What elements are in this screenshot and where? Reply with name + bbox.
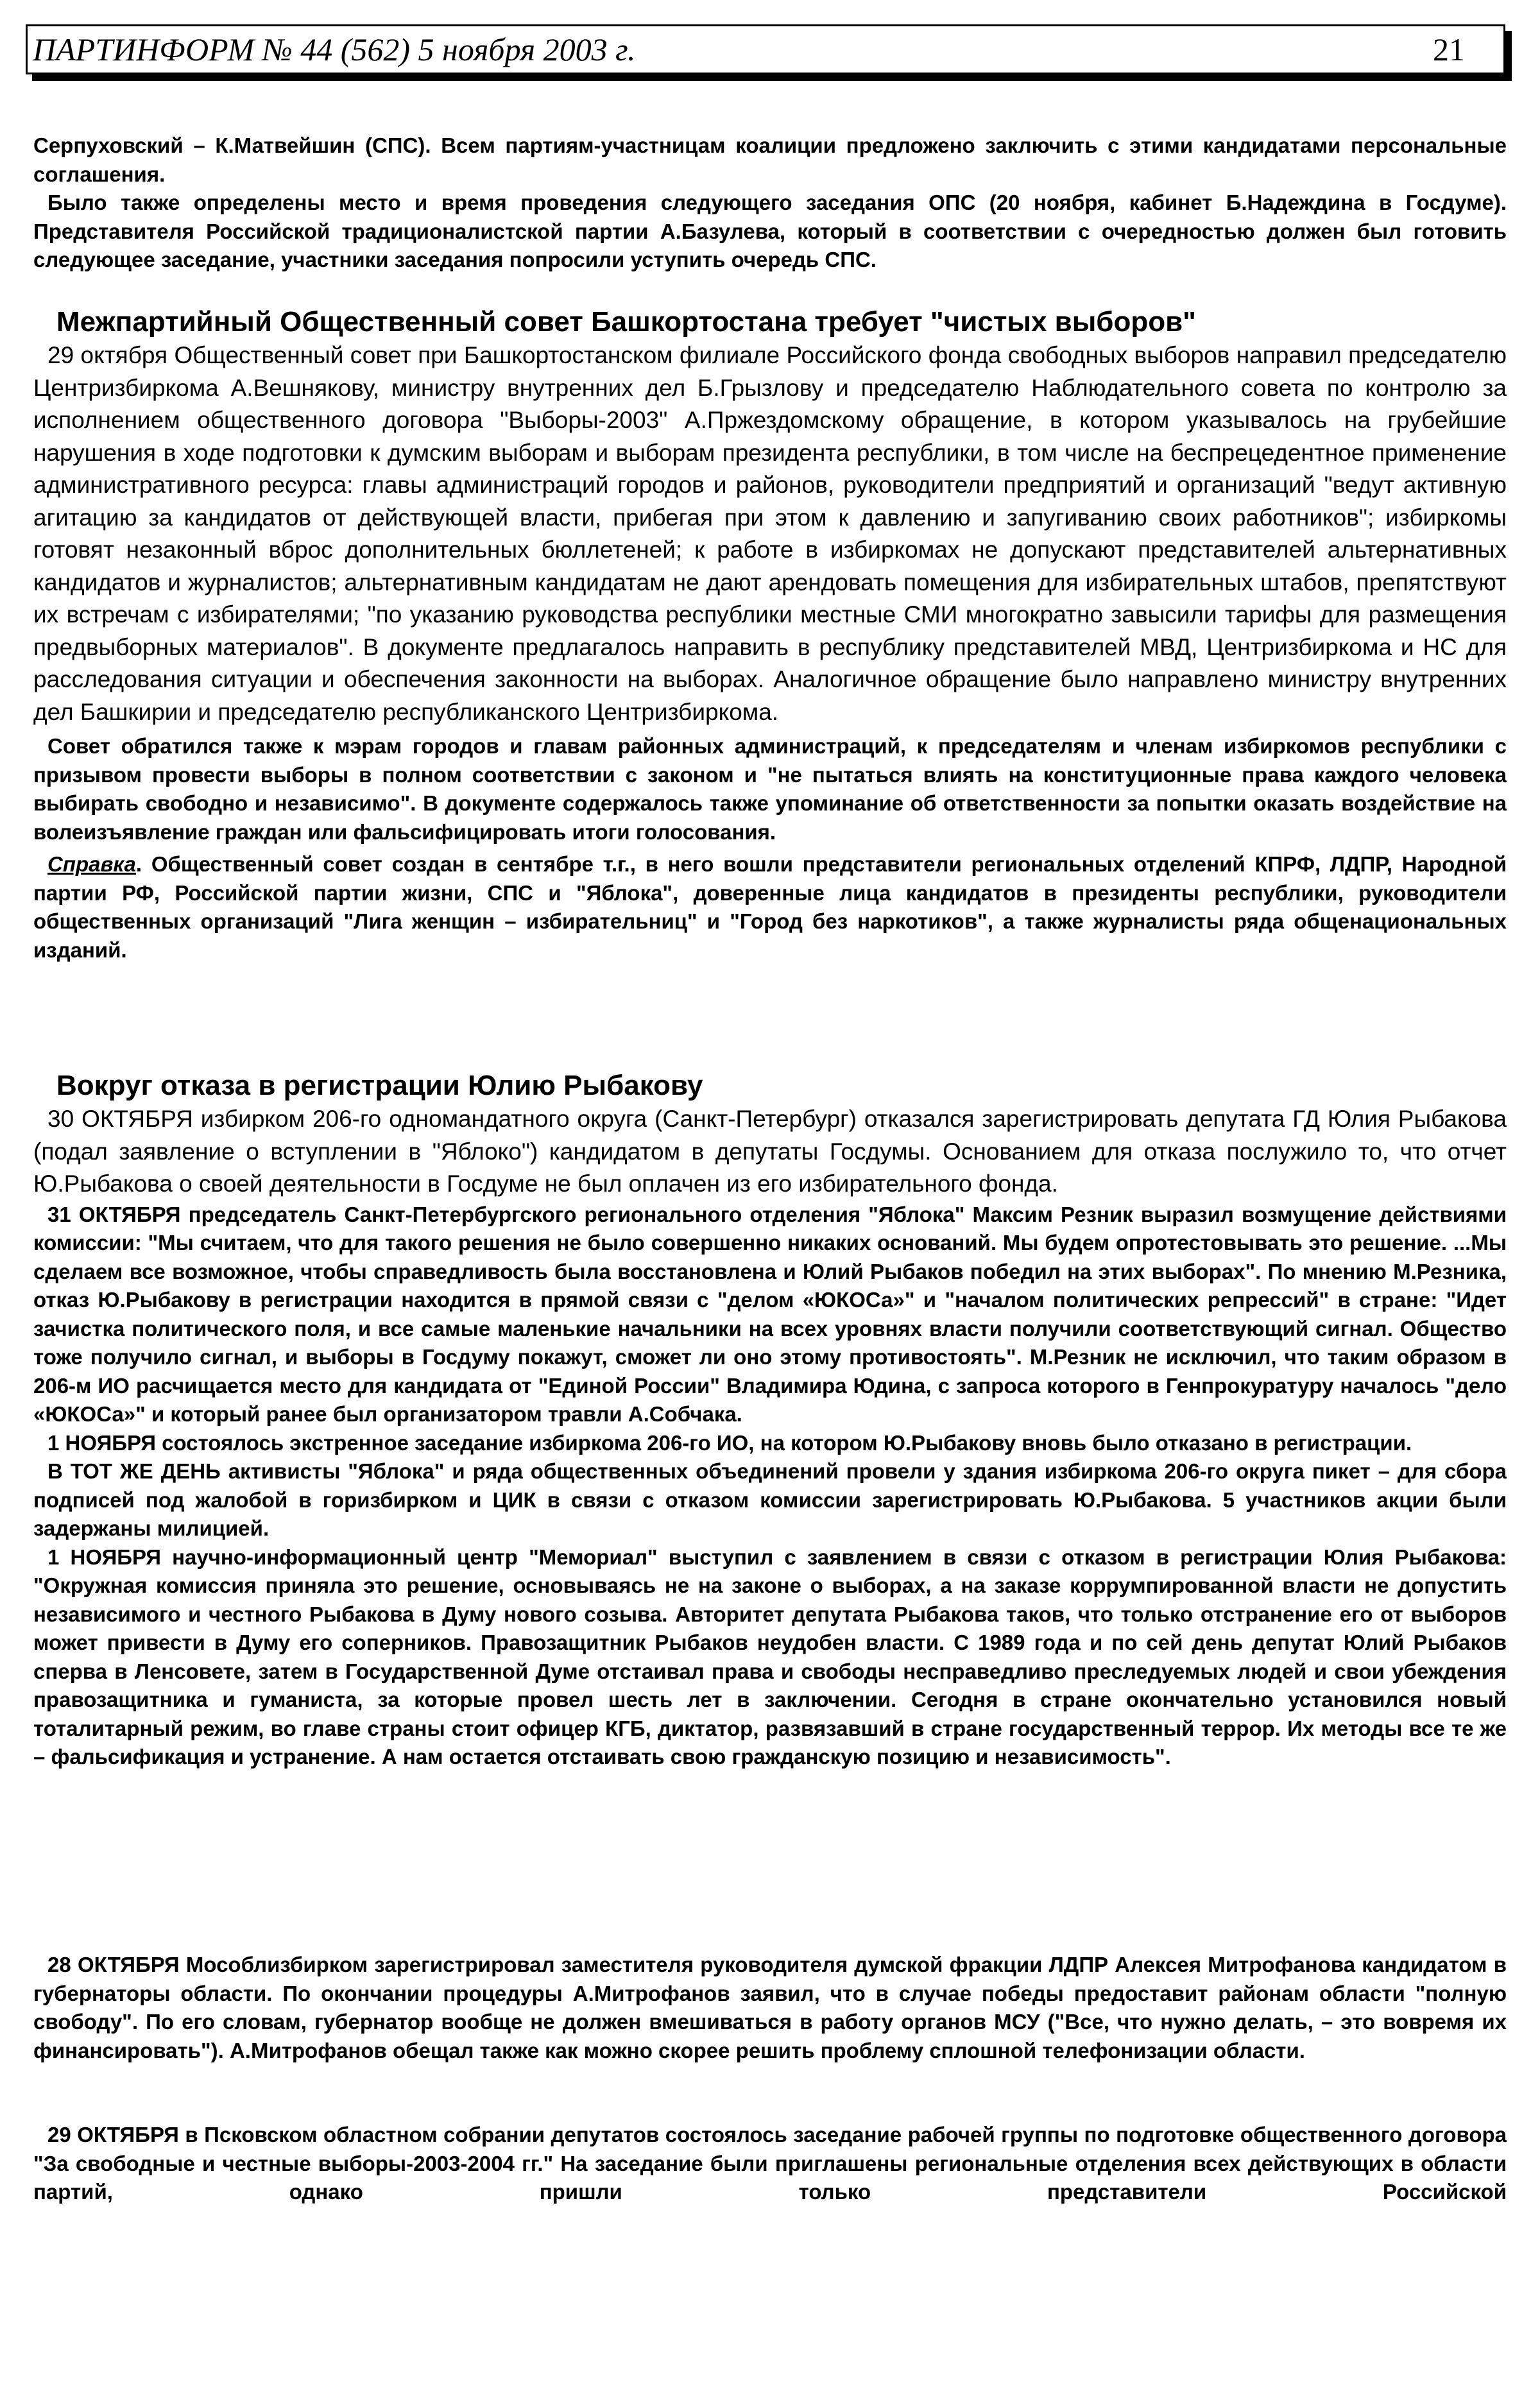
paragraph: 28 ОКТЯБРЯ Мособлизбирком зарегистрировал заместителя руководителя думской фракции ЛДПР Алексея Митрофанова кандидатом в губернаторы области. По окончании процедуры А.Митрофанов заявил, что в случае победы предоставит районам области "полную свободу". По его словам, губернатор вообще не должен вмешиваться в работу органов МСУ ("Все, что нужно делать, – это вовремя их финансировать"). А.Митрофанов обещал также как можно скорее решить проблему сплошной телефонизации области.	[33, 1953, 1507, 2062]
reference-paragraph	[33, 850, 1507, 964]
paragraph: 1 НОЯБРЯ научно-информационный центр "Мемориал" выступил с заявлением в связи с отказом в регистрации Юлия Рыбакова: "Окружная комиссия приняла это решение, основываясь не на законе о выборах, а на заказе коррумпированной власти не допустить независимого и честного Рыбакова в Думу нового созыва. Авторитет депутата Рыбакова таков, что только отстранение его от выборов может привести в Думу его соперников. Правозащитник Рыбаков неудобен власти. С 1989 года и по сей день депутат Юлий Рыбаков сперва в Ленсовете, затем в Государственной Думе отстаивал права и свободы несправедливо преследуемых людей и свои убеждения правозащитника и гуманиста, за которые провел шесть лет в заключении. Сегодня в стране окончательно установился новый тоталитарный режим, во главе страны стоит офицер КГБ, диктатор, развязавший в стране государственный террор. Их методы все те же – фальсификация и устранение. А нам остается отстаивать свою гражданскую позицию и независимость".	[33, 1545, 1507, 1769]
paragraph: В ТОТ ЖЕ ДЕНЬ активисты "Яблока" и ряда общественных объединений провели у здания избиркома 206-го округа пикет – для сбора подписей под жалобой в горизбирком и ЦИК в связи с отказом комиссии зарегистрировать Ю.Рыбакова. 5 участников акции были задержаны милицией.	[33, 1459, 1507, 1540]
paragraph: 31 ОКТЯБРЯ председатель Санкт-Петербургского регионального отделения "Яблока" Максим Резник выразил возмущение действиями комиссии: "Мы считаем, что для такого решения не было совершенно никаких оснований. Мы будем опротестовывать это решение. ...Мы сделаем все возможное, чтобы справедливость была восстановлена и Юлий Рыбаков победил на этих выборах". По мнению М.Резника, отказ Ю.Рыбакову в регистрации находится в прямой связи с "делом «ЮКОСа»" и "началом политических репрессий" в стране: "Идет зачистка политического поля, и все самые маленькие начальники на всех уровнях власти получили соответствующий сигнал. Общество тоже получило сигнал, и выборы в Госдуму покажут, сможет ли оно этому противостоять". М.Резник не исключил, что таким образом в 206-м ИО расчищается место для кандидата от "Единой России" Владимира Юдина, с запроса которого в Генпрокуратуру началось "дело «ЮКОСа»" и который ранее был организатором травли А.Собчака.	[33, 1202, 1507, 1426]
article-lead: 29 октября Общественный совет при Башкортостанском филиале Российского фонда свободных выборов направил председателю Центризбиркома А.Вешнякову, министру внутренних дел Б.Грызлову и председателю Наблюдательного совета по контролю за исполнением общественного договора "Выборы-2003" А.Пржездомскому обращение, в котором указывалось на грубейшие нарушения в ходе подготовки к думским выборам и выборам президента республики, в том числе на беспрецедентное применение административного ресурса: главы администраций городов и районов, руководители предприятий и организаций "ведут активную агитацию за кандидатов от действующей власти, прибегая при этом к давлению и запугиванию своих работников"; избиркомы готовят незаконный вброс дополнительных бюллетеней; к работе в избиркомах не допускают представителей альтернативных кандидатов и журналистов; альтернативным кандидатам не дают арендовать помещения для избирательных штабов, препятствуют их встречам с избирателями; "по указанию руководства республики местные СМИ многократно завысили тарифы для размещения предвыборных материалов". В документе предлагалось направить в республику представителей МВД, Центризбиркома и НС для расследования ситуации и обеспечения законности на выборах. Аналогичное обращение было направлено министру внутренних дел Башкирии и председателю республиканского Центризбиркома.	[33, 342, 1507, 725]
paragraph: Было также определены место и время проведения следующего заседания ОПС (20 ноября, кабинет Б.Надеждина в Госдуме). Представителя Российской традиционалистской партии А.Базулева, который в соответствии с очередностью должен был готовить следующее заседание, участники заседания попросили уступить очередь СПС.	[33, 191, 1507, 271]
paragraph: 1 НОЯБРЯ состоялось экстренное заседание избиркома 206-го ИО, на котором Ю.Рыбакову вновь было отказано в регистрации.	[47, 1430, 1412, 1455]
article-rybakov	[33, 1068, 1507, 1772]
paragraph: Серпуховский – К.Матвейшин (СПС). Всем партиям-участницам коалиции предложено заключить с этими кандидатами персональные соглашения.	[33, 133, 1507, 186]
publication-title: ПАРТИНФОРМ № 44 (562) 5 ноября 2003 г.	[33, 31, 636, 67]
article-title: Вокруг отказа в регистрации Юлию Рыбакову	[56, 1070, 703, 1101]
article-bashkortostan	[33, 305, 1507, 964]
page-number: 21	[1433, 31, 1465, 67]
article-lead: 30 ОКТЯБРЯ избирком 206-го одномандатного округа (Санкт-Петербург) отказался зарегистрировать депутата ГД Юлия Рыбакова (подал заявление о вступлении в "Яблоко") кандидатом в депутаты Госдумы. Основанием для отказа послужило то, что отчет Ю.Рыбакова о своей деятельности в Госдуме не был оплачен из его избирательного фонда.	[33, 1106, 1507, 1197]
news-item	[33, 2121, 1507, 2207]
intro-section	[33, 132, 1507, 275]
paragraph: 29 ОКТЯБРЯ в Псковском областном собрании депутатов состоялось заседание рабочей группы по подготовке общественного договора "За свободные и честные выборы-2003-2004 гг." На заседание были приглашены региональные отделения всех действующих в области партий, однако пришли только представители Российской	[33, 2123, 1507, 2204]
paragraph: Совет обратился также к мэрам городов и главам районных администраций, к председателям и членам избиркомов республики с призывом провести выборы в полном соответствии с законом и "не пытаться влиять на конституционные права каждого человека выбирать свободно и независимо". В документе содержалось также упоминание об ответственности за попытки оказать воздействие на волеизъявление граждан или фальсифицировать итоги голосования.	[33, 734, 1507, 844]
article-title: Межпартийный Общественный совет Башкортостана требует "чистых выборов"	[56, 306, 1196, 338]
reference-label: Справка	[47, 852, 136, 876]
news-item	[33, 1951, 1507, 2065]
page-header	[26, 24, 1505, 74]
reference-text: . Общественный совет создан в сентябре т.г., в него вошли представители региональных отделений КПРФ, ЛДПР, Народной партии РФ, Российской партии жизни, СПС и "Яблока", доверенные лица кандидатов в президенты республики, руководители общественных организаций "Лига женщин – избирательниц" и "Город без наркотиков", а также журналисты ряда общенациональных изданий.	[33, 852, 1507, 962]
